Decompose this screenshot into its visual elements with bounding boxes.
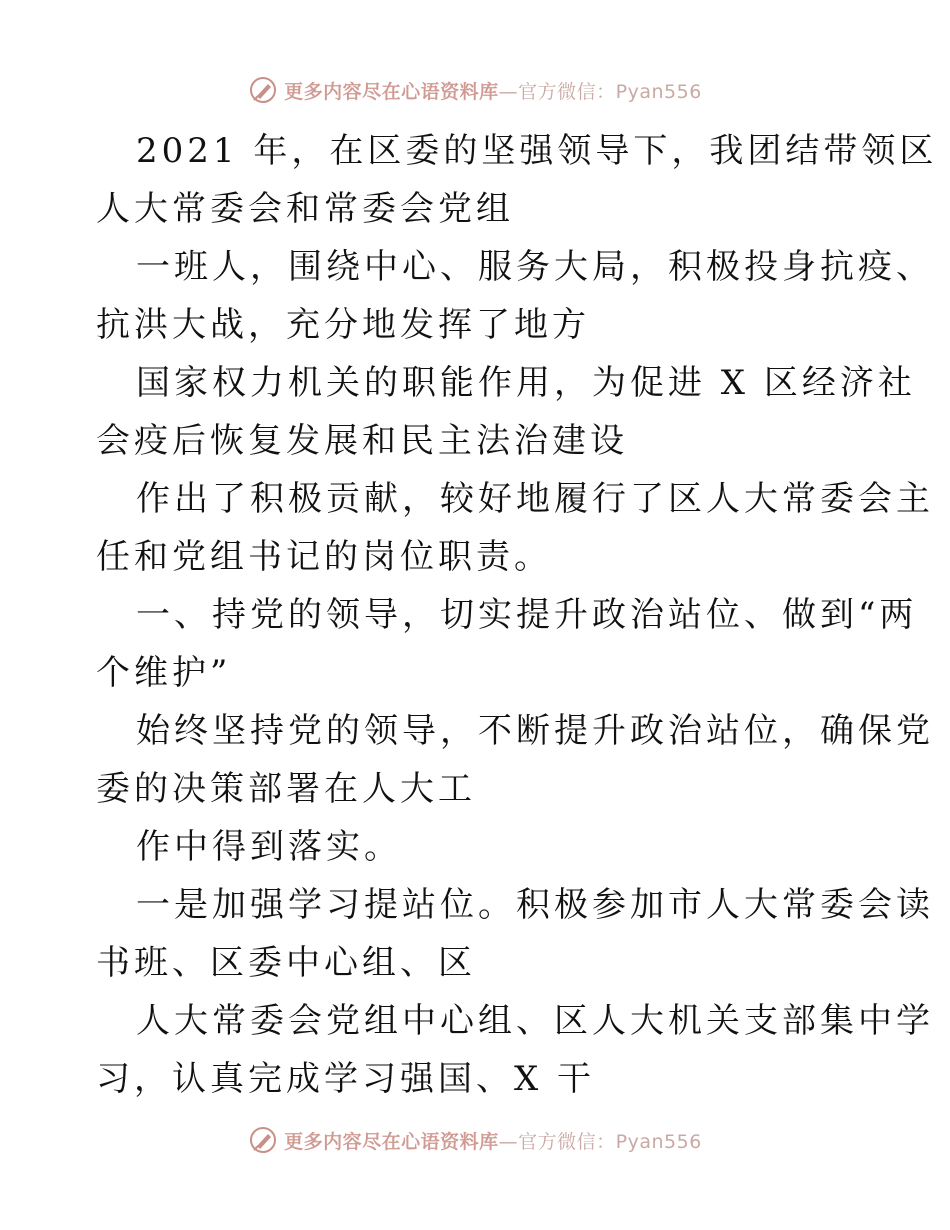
- footer-watermark-banner: [0, 1120, 950, 1160]
- footer-banner-text: 更多内容尽在心语资料库—官方微信：Pyan556: [284, 1130, 702, 1153]
- pen-logo-icon: [248, 1125, 278, 1155]
- document-body: [96, 122, 938, 1108]
- pen-logo-icon: [248, 75, 278, 105]
- body-line: 2021 年，在区委的坚强领导下，我团结带领区: [136, 131, 938, 171]
- body-line: 习，认真完成学习强国、X 干: [96, 1059, 596, 1099]
- section-heading-line: 个维护”: [96, 653, 232, 693]
- body-line: 始终坚持党的领导，不断提升政治站位，确保党: [136, 711, 934, 751]
- body-line: 委的决策部署在人大工: [96, 769, 476, 809]
- body-line: 任和党组书记的岗位职责。: [96, 537, 552, 577]
- body-line: 书班、区委中心组、区: [96, 943, 476, 983]
- body-line: 人大常委会党组中心组、区人大机关支部集中学: [136, 1001, 934, 1041]
- body-line: 一是加强学习提站位。积极参加市人大常委会读: [136, 885, 934, 925]
- section-heading-line: 一、持党的领导，切实提升政治站位、做到“两: [136, 595, 918, 635]
- body-line: 一班人，围绕中心、服务大局，积极投身抗疫、: [136, 247, 934, 287]
- body-line: 国家权力机关的职能作用，为促进 X 区经济社: [136, 363, 916, 403]
- header-watermark-banner: [0, 70, 950, 110]
- body-line: 作中得到落实。: [136, 827, 402, 867]
- body-line: 抗洪大战，充分地发挥了地方: [96, 305, 590, 345]
- body-line: 人大常委会和常委会党组: [96, 189, 514, 229]
- body-line: 作出了积极贡献，较好地履行了区人大常委会主: [136, 479, 934, 519]
- header-banner-text: 更多内容尽在心语资料库—官方微信：Pyan556: [284, 80, 702, 103]
- body-line: 会疫后恢复发展和民主法治建设: [96, 421, 628, 461]
